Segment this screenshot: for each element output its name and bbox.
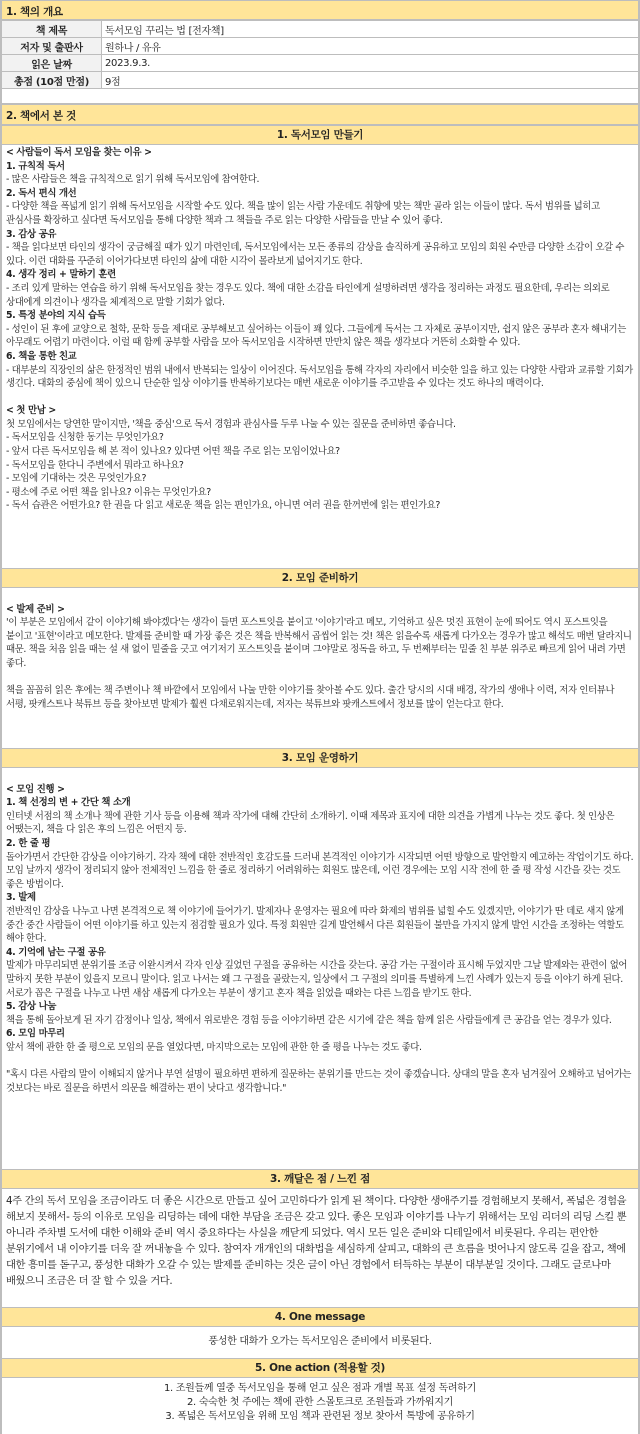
section-4-header: 4. One message <box>1 1307 639 1327</box>
row-label: 읽은 날짜 <box>2 55 102 72</box>
text-line <box>6 589 634 603</box>
text-line: - 대부분의 직장인의 삶은 한정적인 범위 내에서 반복되는 일상이 이어진다. 독서모임을 통해 각자의 자리에서 비슷한 일을 하고 있는 다양한 사람과 교류할 기회가 생긴다. 대화의 중심에 책이 있으니 단순한 일상 이야기를 반복하기보다는 매번 새로운 이야기를 주고받을 수 있다는 것도 하나의 매력이다. <box>6 364 633 390</box>
text-line: 전반적인 감상을 나누고 나면 본격적으로 책 이야기에 들어가기. 발제자나 운영자는 필요에 따라 화제의 범위를 넓힐 수도 있겠지만, 이야기가 딴 데로 새지 않게 중간 중간 사람들이 어떤 이야기를 하고 있는지 점검할 필요가 있다. 특정 회원만 길게 발언해서 다른 회원들이 불만을 가지지 않게 발언 시간을 조정하는 역할도 해야 한다. <box>6 905 624 945</box>
section-2-header: 2. 책에서 본 것 <box>1 104 639 125</box>
text-line: 3. 발제 <box>6 892 36 904</box>
text-line: 2. 독서 편식 개선 <box>6 187 77 199</box>
row-value: 2023.9.3. <box>102 55 639 72</box>
text-line: - 다양한 책을 폭넓게 읽기 위해 독서모임을 시작할 수도 있다. 책을 많이 읽는 사람 가운데도 취향에 맞는 책만 골라 읽는 이들이 많다. 독서 범위를 넓히고 관심사를 확장하고 싶다면 독서모임을 통해 다양한 책과 그 책들을 주로 읽는 다양한 사람들을 만날 수 있어 좋다. <box>6 201 600 226</box>
text-line: 4. 기억에 남는 구절 공유 <box>6 946 106 958</box>
one-action-list <box>1 1378 639 1434</box>
text-line: - 조리 있게 말하는 연습을 하기 위해 독서모임을 찾는 경우도 있다. 책에 대한 소감을 타인에게 설명하려면 생각을 정리하는 과정도 필요한데, 우리는 의외로 상대에게 의견이나 생각을 체계적으로 말할 기회가 없다. <box>6 282 610 308</box>
text-line <box>6 1054 634 1068</box>
table-row <box>2 55 639 72</box>
text-line: '이 부분은 모임에서 같이 이야기해 봐야겠다'는 생각이 들면 포스트잇을 붙이고 '이야기'라고 메모, 기억하고 싶은 멋진 표현이 눈에 띄어도 역시 포스트잇을 붙이고 '표현'이라고 메모한다. 발제를 준비할 때 가장 좋은 것은 책을 반복해서 곱씹어 읽는 것! 책은 읽을수록 새롭게 다가오는 경우가 많고 해석도 매번 달라지니 때문. 책을 처음 읽을 때는 설 새 없이 밑줄을 긋고 여기저기 포스트잇을 붙이며 그야말로 정독을 하고, 두 번째부터는 밑줄 친 부분 위주로 빠르게 읽어 내려 가면 좋다. <box>6 617 632 669</box>
text-line <box>6 1095 634 1109</box>
text-line: "혹시 다른 사람의 말이 이해되지 않거나 부연 설명이 필요하면 편하게 질문하는 분위기를 만드는 것이 좋겠습니다. 상대의 말을 혼자 넘겨짚어 오해하고 넘어가는 것보다는 바로 질문을 하면서 의문을 해결하는 편이 낫다고 생각합니다." <box>6 1069 632 1094</box>
row-value: 9점 <box>102 72 639 89</box>
part-1-body <box>1 145 639 568</box>
text-line: - 독서모임을 신청한 동기는 무엇인가요? <box>6 432 164 444</box>
row-label: 저자 및 출판사 <box>2 38 102 55</box>
section-5-header: 5. One action (적용할 것) <box>1 1358 639 1378</box>
part-2-body <box>1 588 639 748</box>
text-line: < 사람들이 독서 모임을 찾는 이유 > <box>6 147 152 158</box>
table-row <box>2 72 639 89</box>
text-line: 책을 꼼꼼히 읽은 후에는 책 주변이나 책 바깥에서 모임에서 나눌 만한 이야기를 찾아볼 수도 있다. 출간 당시의 시대 배경, 작가의 생애나 이력, 저자 인터뷰나 서평, 팟캐스트나 북튜브 등을 찾아보면 발제가 훨씬 다채로워지는데, 저자는 북튜브와 팟캐스트에서 정보를 많이 얻는다고 한다. <box>6 685 615 710</box>
text-line: 2. 한 줄 평 <box>6 837 51 849</box>
text-line: 앞서 책에 관한 한 줄 평으로 모임의 문을 열었다면, 마지막으로는 모임에 관한 한 줄 평을 나누는 것도 좋다. <box>6 1041 422 1053</box>
action-item: 1. 조원들께 열중 독서모임을 통해 얻고 싶은 점과 개별 목표 설정 독려하기 <box>163 1383 477 1394</box>
section-1-header: 1. 책의 개요 <box>1 0 639 20</box>
book-info-table <box>1 20 639 89</box>
text-line: 발제가 마무리되면 분위기를 조금 이완시켜서 각자 인상 깊었던 구절을 공유하는 시간을 갖는다. 공감 가는 구절이라 표시해 두었지만 그날 발제와는 관련이 없어 말하지 못한 부분이 있을지 모르니 말이다. 읽고 나서는 왜 그 구절을 골랐는지, 일상에서 그 구절의 의미를 특별하게 느낀 사례가 있는지 등을 이야기 하게 된다. 서로가 꼽은 구절을 나누고 나면 새삼 새롭게 다가오는 부분이 생기고 혼자 책을 읽었을 때와는 다른 느낌을 받기도 한다. <box>6 960 628 999</box>
text-line: - 평소에 주로 어떤 책을 읽나요? 이유는 무엇인가요? <box>6 486 211 498</box>
one-message-text: 풍성한 대화가 오가는 독서모임은 준비에서 비롯된다. <box>1 1327 639 1358</box>
text-line: - 많은 사람들은 책을 규칙적으로 읽기 위해 독서모임에 참여한다. <box>6 174 260 186</box>
text-line: 인터넷 서점의 책 소개나 책에 관한 기사 등을 이용해 책과 작가에 대해 간단히 소개하기. 이때 제목과 표지에 대한 의견을 가볍게 나누는 것도 좋다. 첫 인상은 어땠는지, 책을 다 읽은 후의 느낌은 어떤지 등. <box>6 810 615 836</box>
text-line: 4. 생각 정리 + 말하기 훈련 <box>6 269 116 281</box>
part-3-body <box>1 768 639 1169</box>
spacer <box>1 89 639 104</box>
text-line: - 모임에 기대하는 것은 무엇인가요? <box>6 473 147 485</box>
text-line: 5. 특정 분야의 지식 습득 <box>6 310 106 322</box>
text-line: 1. 규칙적 독서 <box>6 160 65 172</box>
part-3-header: 3. 모임 운영하기 <box>1 748 639 768</box>
text-line: - 독서모임을 한다니 주변에서 뭐라고 하나요? <box>6 459 184 471</box>
text-line <box>6 711 634 725</box>
row-label: 책 제목 <box>2 21 102 38</box>
text-line <box>6 671 634 685</box>
text-line: < 모임 진행 > <box>6 783 65 795</box>
text-line: < 첫 만남 > <box>6 405 56 417</box>
text-line <box>6 769 634 783</box>
text-line: 첫 모임에서는 당연한 말이지만, '책을 중심'으로 독서 경험과 관심사를 두루 나눌 수 있는 질문을 준비하면 좋습니다. <box>6 418 456 430</box>
text-line: - 앞서 다른 독서모임을 해 본 적이 있나요? 있다면 어떤 책을 주로 읽는 모임이었나요? <box>6 446 340 458</box>
row-label: 총점 (10점 만점) <box>2 72 102 89</box>
text-line: 6. 모임 마무리 <box>6 1028 65 1040</box>
text-line: - 독서 습관은 어떤가요? 한 권을 다 읽고 새로운 책을 읽는 편인가요, 아니면 여러 권을 한꺼번에 읽는 편인가요? <box>6 500 440 512</box>
text-line: 5. 감상 나눔 <box>6 1001 57 1013</box>
text-line: 6. 책을 통한 친교 <box>6 350 77 362</box>
table-row <box>2 21 639 38</box>
row-value: 독서모임 꾸리는 법 [전자책] <box>102 21 639 38</box>
action-item: 3. 폭넓은 독서모임을 위해 모임 책과 관련된 정보 찾아서 톡방에 공유하기 <box>165 1411 475 1422</box>
action-item: 2. 숙숙한 첫 주에는 책에 관한 스몰토크로 조원들과 가까워지기 <box>187 1397 453 1408</box>
part-1-header: 1. 독서모임 만들기 <box>1 125 639 145</box>
section-3-header: 3. 깨달은 점 / 느낀 점 <box>1 1169 639 1189</box>
part-2-header: 2. 모임 준비하기 <box>1 568 639 588</box>
text-line: - 성인이 된 후에 교양으로 철학, 문학 등을 제대로 공부해보고 싶어하는 이들이 꽤 있다. 그들에게 독서는 그 자체로 공부이지만, 쉽지 않은 공부라 혼자 해내기는 아무래도 어렵기 마련이다. 이럴 때 함께 공부할 사람을 모아 독서모임을 시작하면 만만치 않은 책을 생각보다 거뜬히 소화할 수 있다. <box>6 323 626 349</box>
table-row <box>2 38 639 55</box>
text-line: - 책을 읽다보면 타인의 생각이 궁금해질 때가 있기 마련인데, 독서모임에서는 모든 종류의 감상을 솔직하게 공유하고 모임의 회원 수만큼 다양한 소감이 오갈 수 있다. 이런 대화를 꾸준히 이어가다보면 타인의 삶에 대한 시각이 몰라보게 넓어지기도 한다. <box>6 242 625 267</box>
text-line: 돌아가면서 간단한 감상을 이야기하기. 각자 책에 대한 전반적인 호감도를 드러내 본격적인 이야기가 시작되면 어떤 방향으로 발언할지 예고하는 작업이기도 하다. 모임 날까지 생각이 정리되지 않아 전체적인 느낌을 한 줄로 정리하기 어려워하는 회원도 많은데, 이런 경우에는 모임 시작 전에 한 줄 평 작성 시간을 갖는 것도 좋은 방법이다. <box>6 851 634 890</box>
text-line: < 발제 준비 > <box>6 603 65 615</box>
text-line: 3. 감상 공유 <box>6 228 57 240</box>
text-line <box>6 391 634 405</box>
text-line: 책을 통해 돌아보게 된 자기 감정이나 일상, 책에서 위로받은 경험 등을 이야기하면 같은 시기에 같은 책을 함께 읽은 사람들에게 큰 공감을 얻는 경우가 있다. <box>6 1014 612 1026</box>
text-line: 1. 책 선정의 변 + 간단 책 소개 <box>6 797 131 809</box>
insight-text: 4주 간의 독서 모임을 조금이라도 더 좋은 시간으로 만들고 싶어 고민하다가 읽게 된 책이다. 다양한 생애주기를 경험해보지 못해서, 폭넓은 경험을 해보지 못해서- 등의 이유로 모임을 리딩하는 데에 대한 부담을 조금은 갖고 있다. 좋은 모임과 이야기를 나누기 위해서는 모임 리더의 리딩 스킬 뿐 아니라 주차별 도서에 대한 이해와 준비 역시 중요하다는 사실을 깨닫게 되었다. 역시 모든 일은 준비와 디테일에서 비롯된다. 우리는 편안한 분위기에서 내 이야기를 더욱 잘 꺼내놓을 수 있다. 참여자 개개인의 대화법을 세심하게 살피고, 대화의 큰 흐름을 벗어나지 않도록 길을 잡고, 책에 대한 흥미를 돋구고, 풍성한 대화가 오갈 수 있는 발제를 준비하는 것은 글이 아닌 경험에서 터득하는 부분이 대부분일 것이다. 그래도 글로나마 배웠으니 조금은 더 잘 할 수 있을 거다. <box>1 1189 639 1307</box>
row-value: 원하나 / 유유 <box>102 38 639 55</box>
